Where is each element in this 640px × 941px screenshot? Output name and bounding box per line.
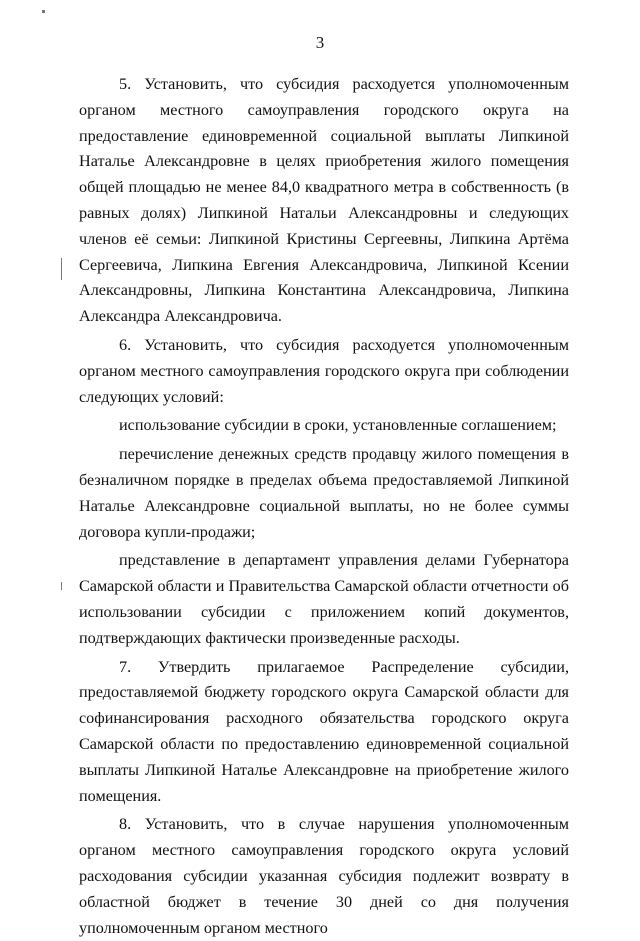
document-body <box>79 72 569 941</box>
paragraph-7: 7. Утвердить прилагаемое Распределение субсидии, предоставляемой бюджету городского округа Самарской области для софинансирования расходного обязательства городского округа Самарской области по предоставлению единовременной социальной выплаты Липкиной Наталье Александровне на приобретение жилого помещения. <box>79 657 569 805</box>
paragraph-6: 6. Установить, что субсидия расходуется уполномоченным органом местного самоуправления городского округа при соблюдении следующих условий: <box>79 335 569 406</box>
scan-mark <box>61 582 62 590</box>
scan-mark <box>42 10 45 13</box>
scan-mark <box>61 258 62 280</box>
paragraph-6-item-transfer: перечисление денежных средств продавцу жилого помещения в безналичном порядке в пределах объема предоставляемой Липкиной Наталье Александровне социальной выплаты, но не более суммы договора купли-продажи; <box>79 445 569 541</box>
paragraph-6-item-terms: использование субсидии в сроки, установленные соглашением; <box>119 416 557 435</box>
paragraph-8: 8. Установить, что в случае нарушения уполномоченным органом местного самоуправления городского округа условий расходования субсидии указанная субсидия подлежит возврату в областной бюджет в течение 30 дней со дня получения уполномоченным органом местного <box>79 815 569 937</box>
paragraph-5: 5. Установить, что субсидия расходуется уполномоченным органом местного самоуправления городского округа на предоставление единовременной социальной выплаты Липкиной Наталье Александровне в целях приобретения жилого помещения общей площадью не менее 84,0 квадратного метра в собственность (в равных долях) Липкиной Натальи Александровны и следующих членов её семьи: Липкиной Кристины Сергеевны, Липкина Артёма Сергеевича, Липкина Евгения Александровича, Липкиной Ксении Александровны, Липкина Константина Александровича, Липкина Александра Александровича. <box>79 75 569 326</box>
paragraph-6-item-reporting: представление в департамент управления делами Губернатора Самарской области и Правительства Самарской области отчетности об использовании субсидии с приложением копий документов, подтверждающих фактически произведенные расходы. <box>79 551 569 647</box>
page-number: 3 <box>315 33 325 52</box>
